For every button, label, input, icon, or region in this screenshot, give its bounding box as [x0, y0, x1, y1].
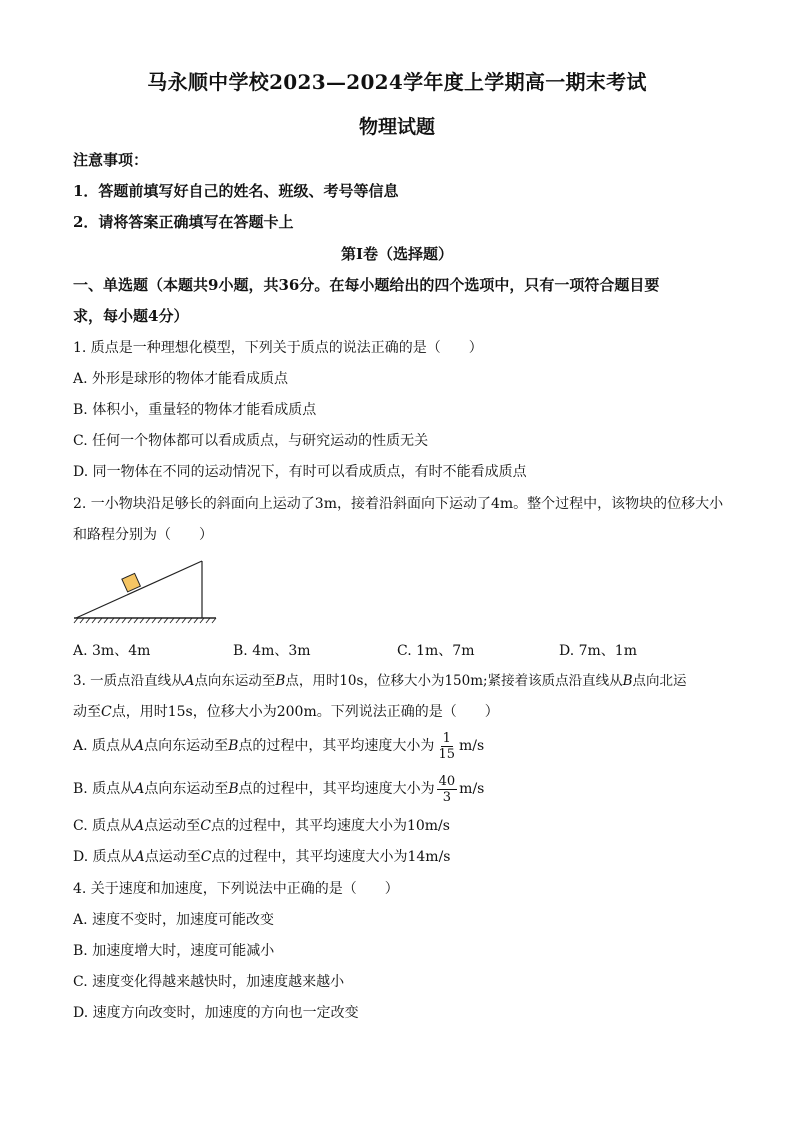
q2-option-a: A. 3m、4m	[73, 643, 151, 659]
q2-stem-line2: 和路程分别为（ ）	[73, 527, 213, 543]
incline-slope	[76, 561, 202, 618]
q3-option-a-fraction: $\frac{1}{15}$	[438, 730, 455, 762]
notes-heading: 注意事项：	[73, 151, 149, 169]
q3-stem-line2: 动至C点，用时15s，位移大小为200m。下列说法正确的是（ ）	[73, 704, 499, 720]
incline-figure	[72, 556, 218, 626]
q1-option-a: A. 外形是球形的物体才能看成质点	[73, 371, 289, 387]
exam-title: 马永顺中学校2023—2024学年度上学期高一期末考试	[147, 70, 647, 94]
q4-stem: 4. 关于速度和加速度，下列说法中正确的是（ ）	[73, 881, 399, 897]
section-intro-line1: 一、单选题（本题共9小题，共36分。在每小题给出的四个选项中，只有一项符合题目要	[73, 276, 660, 294]
q1-option-c: C. 任何一个物体都可以看成质点，与研究运动的性质无关	[73, 433, 429, 449]
q4-option-c: C. 速度变化得越来越快时，加速度越来越小	[73, 974, 345, 990]
q2-option-b: B. 4m、3m	[233, 643, 311, 659]
note-item-1: 1．答题前填写好自己的姓名、班级、考号等信息	[73, 182, 399, 200]
q3-stem-line1: 3. 一质点沿直线从A点向东运动至B点，用时10s，位移大小为150m;紧接着该质点沿直线从B点向北运	[73, 673, 687, 689]
q3-option-c: C. 质点从A点运动至C点的过程中，其平均速度大小为10m/s	[73, 818, 450, 834]
q3-option-a: A. 质点从A点向东运动至B点的过程中，其平均速度大小为 $\frac{1}{15}$ m/s	[73, 730, 485, 762]
q4-option-b: B. 加速度增大时，速度可能减小	[73, 943, 275, 959]
exam-subtitle: 物理试题	[358, 116, 435, 138]
q1-option-b: B. 体积小，重量轻的物体才能看成质点	[73, 402, 317, 418]
q4-option-a: A. 速度不变时，加速度可能改变	[73, 912, 275, 928]
note-item-2: 2．请将答案正确填写在答题卡上	[73, 213, 294, 231]
block	[122, 573, 141, 592]
q1-option-d: D. 同一物体在不同的运动情况下，有时可以看成质点，有时不能看成质点	[73, 464, 527, 480]
q2-option-c: C. 1m、7m	[397, 643, 475, 659]
q3-option-d: D. 质点从A点运动至C点的过程中，其平均速度大小为14m/s	[73, 849, 451, 865]
q2-option-d: D. 7m、1m	[559, 643, 637, 659]
q2-stem-line1: 2. 一小物块沿足够长的斜面向上运动了3m，接着沿斜面向下运动了4m。整个过程中，该物块的位移大小	[73, 496, 724, 512]
ground-hatching	[74, 618, 216, 623]
section-title: 第Ⅰ卷（选择题）	[340, 245, 454, 263]
q3-option-b: B. 质点从A点向东运动至B点的过程中，其平均速度大小为 $\frac{40}{3}$ m/s	[73, 773, 485, 805]
q3-option-b-fraction: $\frac{40}{3}$	[438, 773, 456, 805]
q4-option-d: D. 速度方向改变时，加速度的方向也一定改变	[73, 1005, 359, 1021]
q1-stem: 1. 质点是一种理想化模型，下列关于质点的说法正确的是（ ）	[73, 340, 483, 356]
section-intro-line2: 求，每小题4分）	[73, 307, 189, 325]
